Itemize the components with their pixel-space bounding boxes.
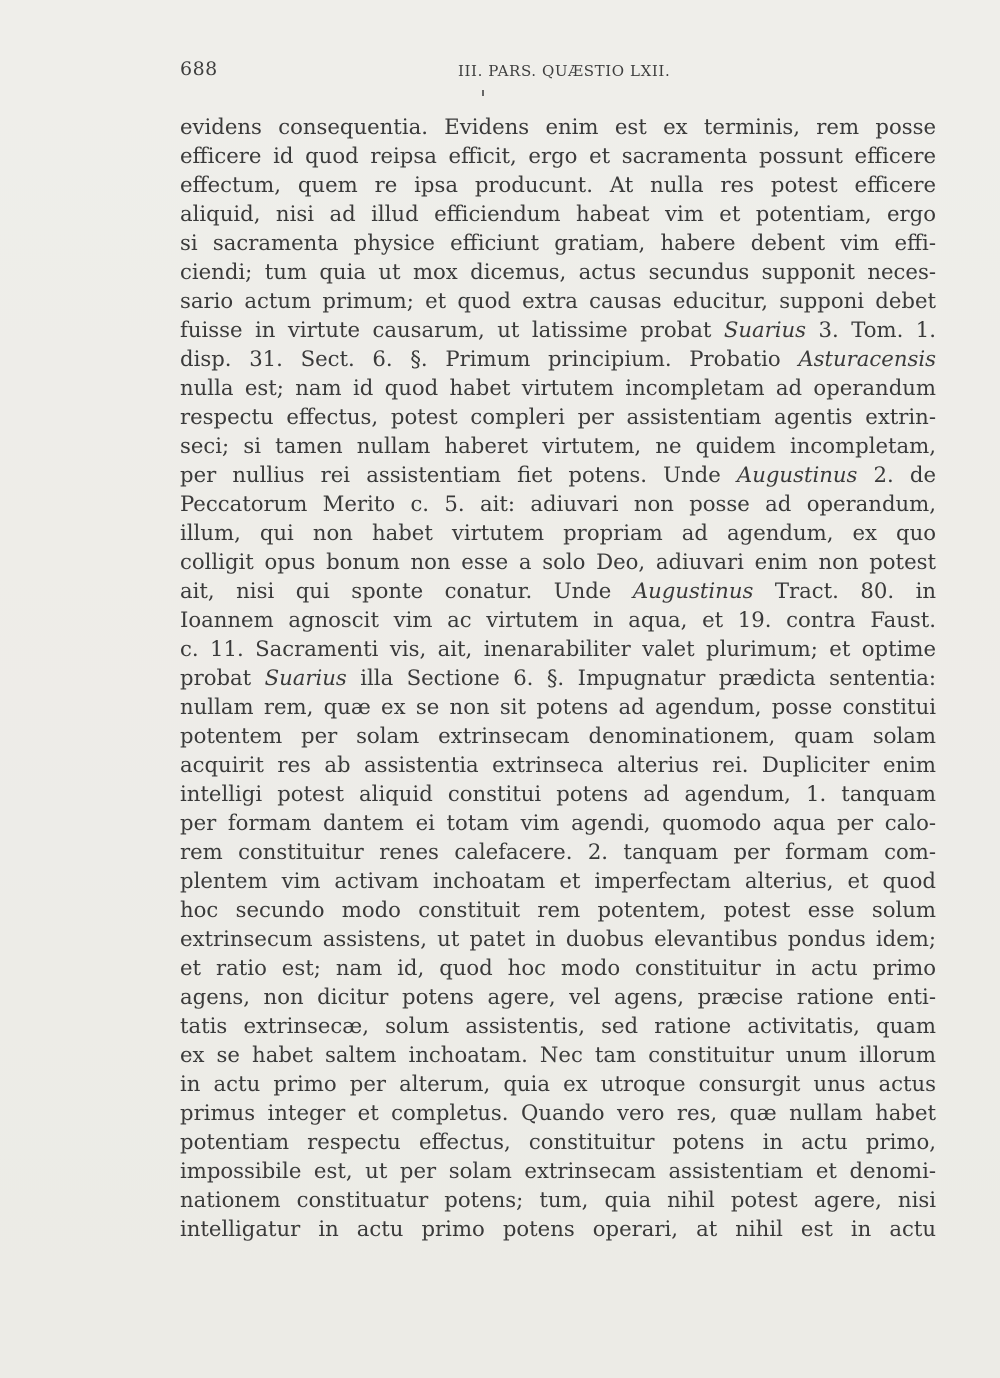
- author-name: Suarius: [264, 665, 347, 690]
- author-name: Augustinus: [736, 462, 858, 487]
- body-text: [180, 112, 936, 1243]
- text-line: effectum, quem re ipsa producunt. At nulla res potest efficere: [180, 172, 936, 197]
- text-line: potentiam respectu effectus, constituitur potens in actu primo,: [180, 1129, 936, 1154]
- text-line: c. 11. Sacramenti vis, ait, inenarabiliter valet plurimum; et optime: [180, 636, 936, 661]
- text-line: respectu effectus, potest compleri per assistentiam agentis extrin-: [180, 404, 936, 429]
- author-name: Asturacensis: [798, 346, 936, 371]
- author-name: Augustinus: [632, 578, 754, 603]
- text-line: nullam rem, quæ ex se non sit potens ad agendum, posse constitui: [180, 694, 936, 719]
- text-line: ciendi; tum quia ut mox dicemus, actus secundus supponit neces-: [180, 259, 936, 284]
- text-line: per nullius rei assistentiam fiet potens. Unde Augustinus 2. de: [180, 462, 936, 487]
- author-name: Suarius: [723, 317, 807, 342]
- text-line: acquirit res ab assistentia extrinseca alterius rei. Dupliciter enim: [180, 752, 936, 777]
- text-line: intelligatur in actu primo potens operari, at nihil est in actu: [180, 1216, 936, 1241]
- text-line: nulla est; nam id quod habet virtutem incompletam ad operandum: [180, 375, 936, 400]
- text-line: et ratio est; nam id, quod hoc modo constituitur in actu primo: [180, 955, 936, 980]
- text-line: Ioannem agnoscit vim ac virtutem in aqua, et 19. contra Faust.: [180, 607, 936, 632]
- text-line: impossibile est, ut per solam extrinsecam assistentiam et denomi-: [180, 1158, 936, 1183]
- text-line: potentem per solam extrinsecam denominationem, quam solam: [180, 723, 936, 748]
- text-line: agens, non dicitur potens agere, vel agens, præcise ratione enti-: [180, 984, 936, 1009]
- text-line: plentem vim activam inchoatam et imperfectam alterius, et quod: [180, 868, 936, 893]
- text-line: sario actum primum; et quod extra causas educitur, supponi debet: [180, 288, 936, 313]
- page-number: 688: [180, 58, 218, 80]
- text-line: efficere id quod reipsa efficit, ergo et sacramenta possunt efficere: [180, 143, 936, 168]
- text-line: illum, qui non habet virtutem propriam ad agendum, ex quo: [180, 520, 936, 545]
- text-line: evidens consequentia. Evidens enim est ex terminis, rem posse: [180, 114, 936, 139]
- text-line: ex se habet saltem inchoatam. Nec tam constituitur unum illorum: [180, 1042, 936, 1067]
- text-line: Peccatorum Merito c. 5. ait: adiuvari non posse ad operandum,: [180, 491, 936, 516]
- text-line: in actu primo per alterum, quia ex utroque consurgit unus actus: [180, 1071, 936, 1096]
- text-line: primus integer et completus. Quando vero res, quæ nullam habet: [180, 1100, 936, 1125]
- text-line: hoc secundo modo constituit rem potentem, potest esse solum: [180, 897, 936, 922]
- text-line: aliquid, nisi ad illud efficiendum habeat vim et potentiam, ergo: [180, 201, 936, 226]
- text-line: ait, nisi qui sponte conatur. Unde Augustinus Tract. 80. in: [180, 578, 936, 603]
- text-line: extrinsecum assistens, ut patet in duobus elevantibus pondus idem;: [180, 926, 936, 951]
- header-tick-mark: [482, 90, 484, 96]
- text-line: probat Suarius illa Sectione 6. §. Impugnatur prædicta sententia:: [180, 665, 936, 690]
- running-head: III. PARS. QUÆSTIO LXII.: [458, 62, 671, 80]
- text-line: seci; si tamen nullam haberet virtutem, ne quidem incompletam,: [180, 433, 936, 458]
- text-line: per formam dantem ei totam vim agendi, quomodo aqua per calo-: [180, 810, 936, 835]
- text-line: si sacramenta physice efficiunt gratiam, habere debent vim effi-: [180, 230, 936, 255]
- text-line: intelligi potest aliquid constitui potens ad agendum, 1. tanquam: [180, 781, 936, 806]
- text-line: fuisse in virtute causarum, ut latissime probat Suarius 3. Tom. 1.: [180, 317, 936, 342]
- text-line: colligit opus bonum non esse a solo Deo, adiuvari enim non potest: [180, 549, 936, 574]
- text-line: disp. 31. Sect. 6. §. Primum principium. Probatio Asturacensis: [180, 346, 936, 371]
- text-line: nationem constituatur potens; tum, quia nihil potest agere, nisi: [180, 1187, 936, 1212]
- text-line: rem constituitur renes calefacere. 2. tanquam per formam com-: [180, 839, 936, 864]
- text-line: tatis extrinsecæ, solum assistentis, sed ratione activitatis, quam: [180, 1013, 936, 1038]
